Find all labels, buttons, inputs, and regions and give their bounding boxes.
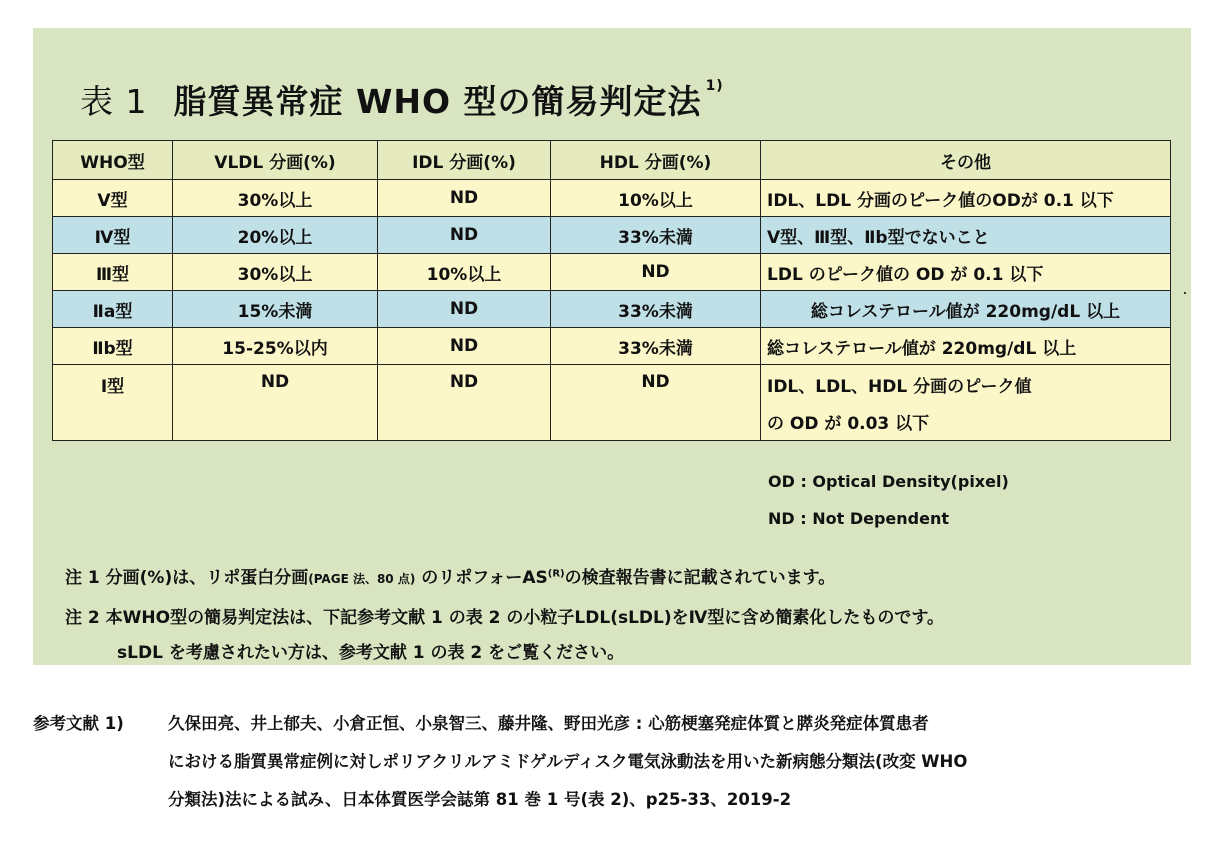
table-row [53,328,1171,365]
header-hdl: HDL 分画(%) [551,141,761,180]
table-row [53,365,1171,441]
stray-dot [1184,292,1186,294]
cell-idl: 10%以上 [378,254,551,291]
note-1 [65,563,835,588]
cell-type: Ⅳ型 [53,217,173,254]
cell-vldl: 15-25%以内 [173,328,378,365]
cell-hdl: ND [551,365,761,441]
cell-vldl: 15%未満 [173,291,378,328]
header-who-type: WHO型 [53,141,173,180]
note-1-text-c: のリポフォーAS [415,568,548,588]
table-header-row [53,141,1171,180]
cell-hdl: 33%未満 [551,328,761,365]
note-1-text-d: の検査報告書に記載されています。 [564,568,836,588]
table-title [80,76,724,123]
table-number: 表 1 [80,82,148,121]
table-row [53,254,1171,291]
cell-type: Ⅲ型 [53,254,173,291]
cell-other: 総コレステロール値が 220mg/dL 以上 [761,328,1171,365]
who-type-table [52,140,1171,441]
table-title-text: 脂質異常症 WHO 型の簡易判定法 [173,82,702,121]
header-vldl: VLDL 分画(%) [173,141,378,180]
cell-idl: ND [378,328,551,365]
cell-other-line2: の OD が 0.03 以下 [767,414,930,434]
cell-hdl: ND [551,254,761,291]
legend-od: OD : Optical Density(pixel) [768,472,1009,491]
reference-label: 参考文献 1) [33,714,124,733]
cell-other [761,365,1171,441]
cell-vldl: 30%以上 [173,180,378,217]
header-other: その他 [761,141,1171,180]
note-1-text-b: (PAGE 法、80 点) [308,572,416,586]
reference-line-3: 分類法)法による試み、日本体質医学会誌第 81 巻 1 号(表 2)、p25-33、2019-2 [168,790,792,809]
cell-other: LDL のピーク値の OD が 0.1 以下 [761,254,1171,291]
reference-line-2: における脂質異常症例に対しポリアクリルアミドゲルディスク電気泳動法を用いた新病態分類法(改変 WHO [168,752,968,771]
cell-type: Ⅱa型 [53,291,173,328]
cell-vldl: 30%以上 [173,254,378,291]
cell-hdl: 33%未満 [551,217,761,254]
cell-other: IDL、LDL 分画のピーク値のODが 0.1 以下 [761,180,1171,217]
title-reference-mark: 1) [705,78,724,94]
table-row [53,180,1171,217]
cell-other-line1: IDL、LDL、HDL 分画のピーク値 [767,377,1032,397]
cell-idl: ND [378,217,551,254]
note-1-text-a: 注 1 分画(%)は、リポ蛋白分画 [65,568,309,588]
note-2-line-2: sLDL を考慮されたい方は、参考文献 1 の表 2 をご覧ください。 [117,643,625,663]
cell-type: V型 [53,180,173,217]
cell-hdl: 33%未満 [551,291,761,328]
header-idl: IDL 分画(%) [378,141,551,180]
table-row [53,217,1171,254]
reference-line-1: 久保田亮、井上郁夫、小倉正恒、小泉智三、藤井隆、野田光彦 : 心筋梗塞発症体質と膵炎発症体質患者 [168,714,929,733]
cell-other: Ⅴ型、Ⅲ型、Ⅱb型でないこと [761,217,1171,254]
cell-idl: ND [378,365,551,441]
cell-vldl: ND [173,365,378,441]
cell-vldl: 20%以上 [173,217,378,254]
cell-idl: ND [378,180,551,217]
cell-other: 総コレステロール値が 220mg/dL 以上 [761,291,1171,328]
cell-type: Ⅰ型 [53,365,173,441]
registered-mark: (R) [547,568,565,580]
cell-hdl: 10%以上 [551,180,761,217]
legend-nd: ND : Not Dependent [768,509,949,528]
table-row [53,291,1171,328]
cell-type: Ⅱb型 [53,328,173,365]
cell-idl: ND [378,291,551,328]
note-2-line-1: 注 2 本WHO型の簡易判定法は、下記参考文献 1 の表 2 の小粒子LDL(sLDL)をⅣ型に含め簡素化したものです。 [65,608,944,628]
